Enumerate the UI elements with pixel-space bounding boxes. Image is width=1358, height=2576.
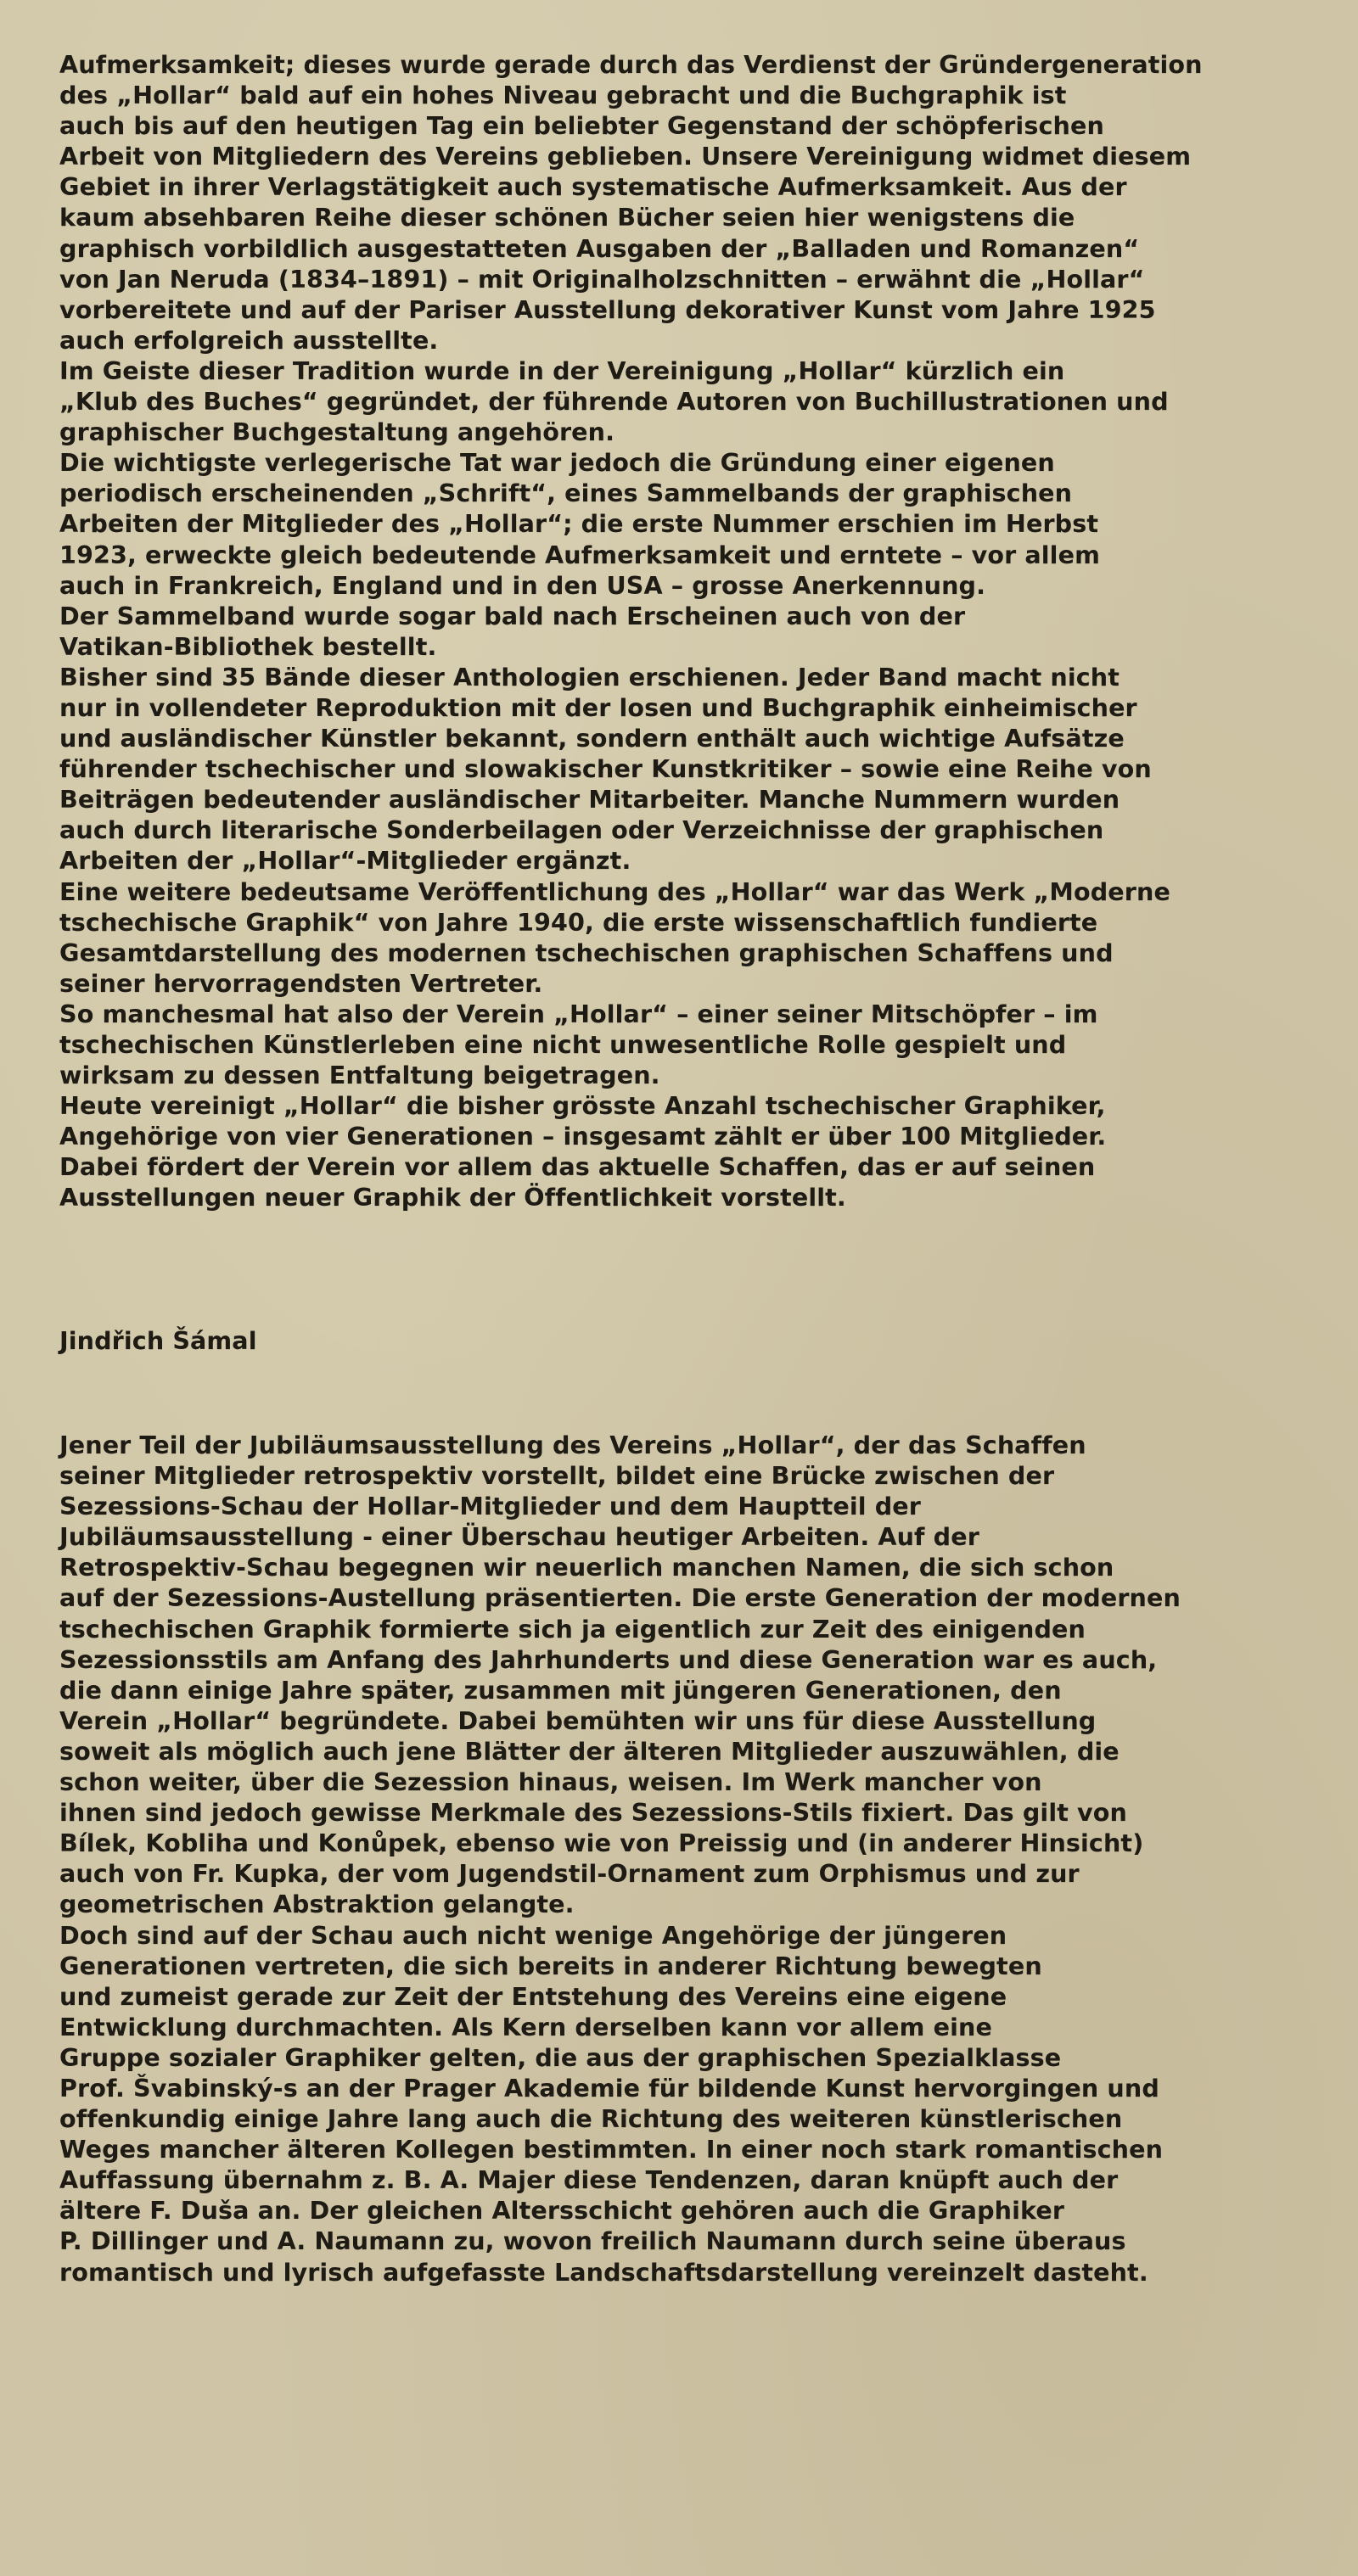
text-line: Die wichtigste verlegerische Tat war jedoch die Gründung einer eigenen <box>59 448 1055 478</box>
text-line: Entwicklung durchmachten. Als Kern derselben kann vor allem eine <box>59 2012 992 2041</box>
text-line: des „Hollar“ bald auf ein hohes Niveau gebracht und die Buchgraphik ist <box>59 81 1067 110</box>
text-line: auf der Sezessions-Austellung präsentierten. Die erste Generation der modernen <box>59 1583 1181 1613</box>
text-line: P. Dillinger und A. Naumann zu, wovon freilich Naumann durch seine überaus <box>59 2226 1126 2256</box>
text-line: Beiträgen bedeutender ausländischer Mitarbeiter. Manche Nummern wurden <box>59 785 1120 815</box>
text-line: Jener Teil der Jubiläumsausstellung des Vereins „Hollar“, der das Schaffen <box>59 1431 1086 1459</box>
text-line: ihnen sind jedoch gewisse Merkmale des Sezessions-Stils fixiert. Das gilt von <box>59 1798 1127 1828</box>
text-line: Prof. Švabinský-s an der Prager Akademie für bildende Kunst hervorgingen und <box>59 2073 1159 2103</box>
text-line: Auffassung übernahm z. B. A. Majer diese Tendenzen, daran knüpft auch der <box>59 2165 1119 2195</box>
text-line: Dabei fördert der Verein vor allem das aktuelle Schaffen, das er auf seinen <box>59 1152 1096 1182</box>
text-line: Der Sammelband wurde sogar bald nach Erscheinen auch von der <box>59 601 966 630</box>
text-line: tschechische Graphik“ von Jahre 1940, die erste wissenschaftlich fundierte <box>59 907 1098 937</box>
text-line: 1923, erweckte gleich bedeutende Aufmerksamkeit und erntete – vor allem <box>59 540 1100 569</box>
text-line: auch in Frankreich, England und in den USA – grosse Anerkennung. <box>59 570 986 600</box>
text-line: Eine weitere bedeutsame Veröffentlichung des „Hollar“ war das Werk „Moderne <box>59 876 1170 906</box>
text-line: Bisher sind 35 Bände dieser Anthologien erschienen. Jeder Band macht nicht <box>59 662 1120 692</box>
text-line: ältere F. Duša an. Der gleichen Altersschicht gehören auch die Graphiker <box>59 2196 1065 2226</box>
text-line: Ausstellungen neuer Graphik der Öffentlichkeit vorstellt. <box>59 1183 846 1212</box>
text-line: geometrischen Abstraktion gelangte. <box>59 1890 575 1919</box>
text-line: Arbeiten der „Hollar“-Mitglieder ergänzt. <box>59 846 631 876</box>
text-line: und zumeist gerade zur Zeit der Entstehung des Vereins eine eigene <box>59 1981 1007 2011</box>
text-line: Weges mancher älteren Kollegen bestimmten. In einer noch stark romantischen <box>59 2135 1164 2164</box>
text-line: „Klub des Buches“ gegründet, der führende Autoren von Buchillustrationen und <box>59 387 1169 417</box>
text-line: nur in vollendeter Reproduktion mit der losen und Buchgraphik einheimischer <box>59 692 1137 722</box>
text-line: Gruppe sozialer Graphiker gelten, die aus der graphischen Spezialklasse <box>59 2042 1062 2072</box>
text-line: tschechischen Künstlerleben eine nicht unwesentliche Rolle gespielt und <box>59 1030 1067 1059</box>
text-line: Sezessionsstils am Anfang des Jahrhunderts und diese Generation war es auch, <box>59 1644 1158 1674</box>
text-line: auch durch literarische Sonderbeilagen oder Verzeichnisse der graphischen <box>59 815 1104 845</box>
text-line: schon weiter, über die Sezession hinaus, weisen. Im Werk mancher von <box>59 1767 1042 1797</box>
author-signature: Jindřich Šámal <box>59 1326 257 1355</box>
text-line: Jubiläumsausstellung - einer Überschau heutiger Arbeiten. Auf der <box>59 1522 979 1552</box>
text-line: graphisch vorbildlich ausgestatteten Ausgaben der „Balladen und Romanzen“ <box>59 233 1140 263</box>
text-line: Verein „Hollar“ begründete. Dabei bemühten wir uns für diese Ausstellung <box>59 1705 1097 1735</box>
text-line: romantisch und lyrisch aufgefasste Landschaftsdarstellung vereinzelt dasteht. <box>59 2257 1148 2287</box>
text-line: führender tschechischer und slowakischer Kunstkritiker – sowie eine Reihe von <box>59 754 1152 784</box>
text-line: periodisch erscheinenden „Schrift“, eines Sammelbands der graphischen <box>59 479 1073 508</box>
text-line: vorbereitete und auf der Pariser Ausstellung dekorativer Kunst vom Jahre 1925 <box>59 294 1156 324</box>
text-line: soweit als möglich auch jene Blätter der älteren Mitglieder auszuwählen, die <box>59 1736 1120 1766</box>
text-line: Arbeit von Mitgliedern des Vereins geblieben. Unsere Vereinigung widmet diesem <box>59 142 1192 171</box>
text-line: Bílek, Kobliha und Konůpek, ebenso wie von Preissig und (in anderer Hinsicht) <box>59 1828 1144 1858</box>
text-line: offenkundig einige Jahre lang auch die Richtung des weiteren künstlerischen <box>59 2104 1123 2134</box>
text-line: Gesamtdarstellung des modernen tschechischen graphischen Schaffens und <box>59 938 1114 967</box>
text-line: So manchesmal hat also der Verein „Hollar“ – einer seiner Mitschöpfer – im <box>59 999 1098 1028</box>
article-text-part-2 <box>59 1430 1316 2288</box>
text-line: Im Geiste dieser Tradition wurde in der Vereinigung „Hollar“ kürzlich ein <box>59 356 1065 385</box>
text-line: auch bis auf den heutigen Tag ein beliebter Gegenstand der schöpferischen <box>59 111 1104 141</box>
text-line: Generationen vertreten, die sich bereits in anderer Richtung bewegten <box>59 1951 1042 1980</box>
text-line: seiner hervorragendsten Vertreter. <box>59 968 543 998</box>
text-line: Angehörige von vier Generationen – insgesamt zählt er über 100 Mitglieder. <box>59 1122 1107 1151</box>
text-line: von Jan Neruda (1834–1891) – mit Originalholzschnitten – erwähnt die „Hollar“ <box>59 264 1145 294</box>
text-line: Sezessions-Schau der Hollar-Mitglieder und dem Hauptteil der <box>59 1492 921 1521</box>
text-line: auch erfolgreich ausstellte. <box>59 325 439 355</box>
article-text-part-1 <box>59 49 1316 1213</box>
text-line: Heute vereinigt „Hollar“ die bisher grösste Anzahl tschechischer Graphiker, <box>59 1091 1106 1121</box>
text-line: tschechischen Graphik formierte sich ja eigentlich zur Zeit des einigenden <box>59 1614 1086 1644</box>
text-line: Retrospektiv-Schau begegnen wir neuerlich manchen Namen, die sich schon <box>59 1553 1114 1582</box>
text-line: auch von Fr. Kupka, der vom Jugendstil-Ornament zum Orphismus und zur <box>59 1859 1080 1889</box>
text-line: und ausländischer Künstler bekannt, sondern enthält auch wichtige Aufsätze <box>59 724 1125 753</box>
text-line: wirksam zu dessen Entfaltung beigetragen. <box>59 1061 660 1090</box>
text-line: Vatikan-Bibliothek bestellt. <box>59 631 437 661</box>
text-line: Arbeiten der Mitglieder des „Hollar“; die erste Nummer erschien im Herbst <box>59 509 1099 539</box>
text-line: seiner Mitglieder retrospektiv vorstellt, bildet eine Brücke zwischen der <box>59 1461 1055 1491</box>
text-line: kaum absehbaren Reihe dieser schönen Bücher seien hier wenigstens die <box>59 203 1075 232</box>
text-line: graphischer Buchgestaltung angehören. <box>59 417 615 447</box>
text-line: Gebiet in ihrer Verlagstätigkeit auch systematische Aufmerksamkeit. Aus der <box>59 172 1127 202</box>
text-line: die dann einige Jahre später, zusammen mit jüngeren Generationen, den <box>59 1675 1062 1705</box>
text-line: Aufmerksamkeit; dieses wurde gerade durch das Verdienst der Gründergeneration <box>59 50 1203 79</box>
text-line: Doch sind auf der Schau auch nicht wenige Angehörige der jüngeren <box>59 1920 1007 1950</box>
